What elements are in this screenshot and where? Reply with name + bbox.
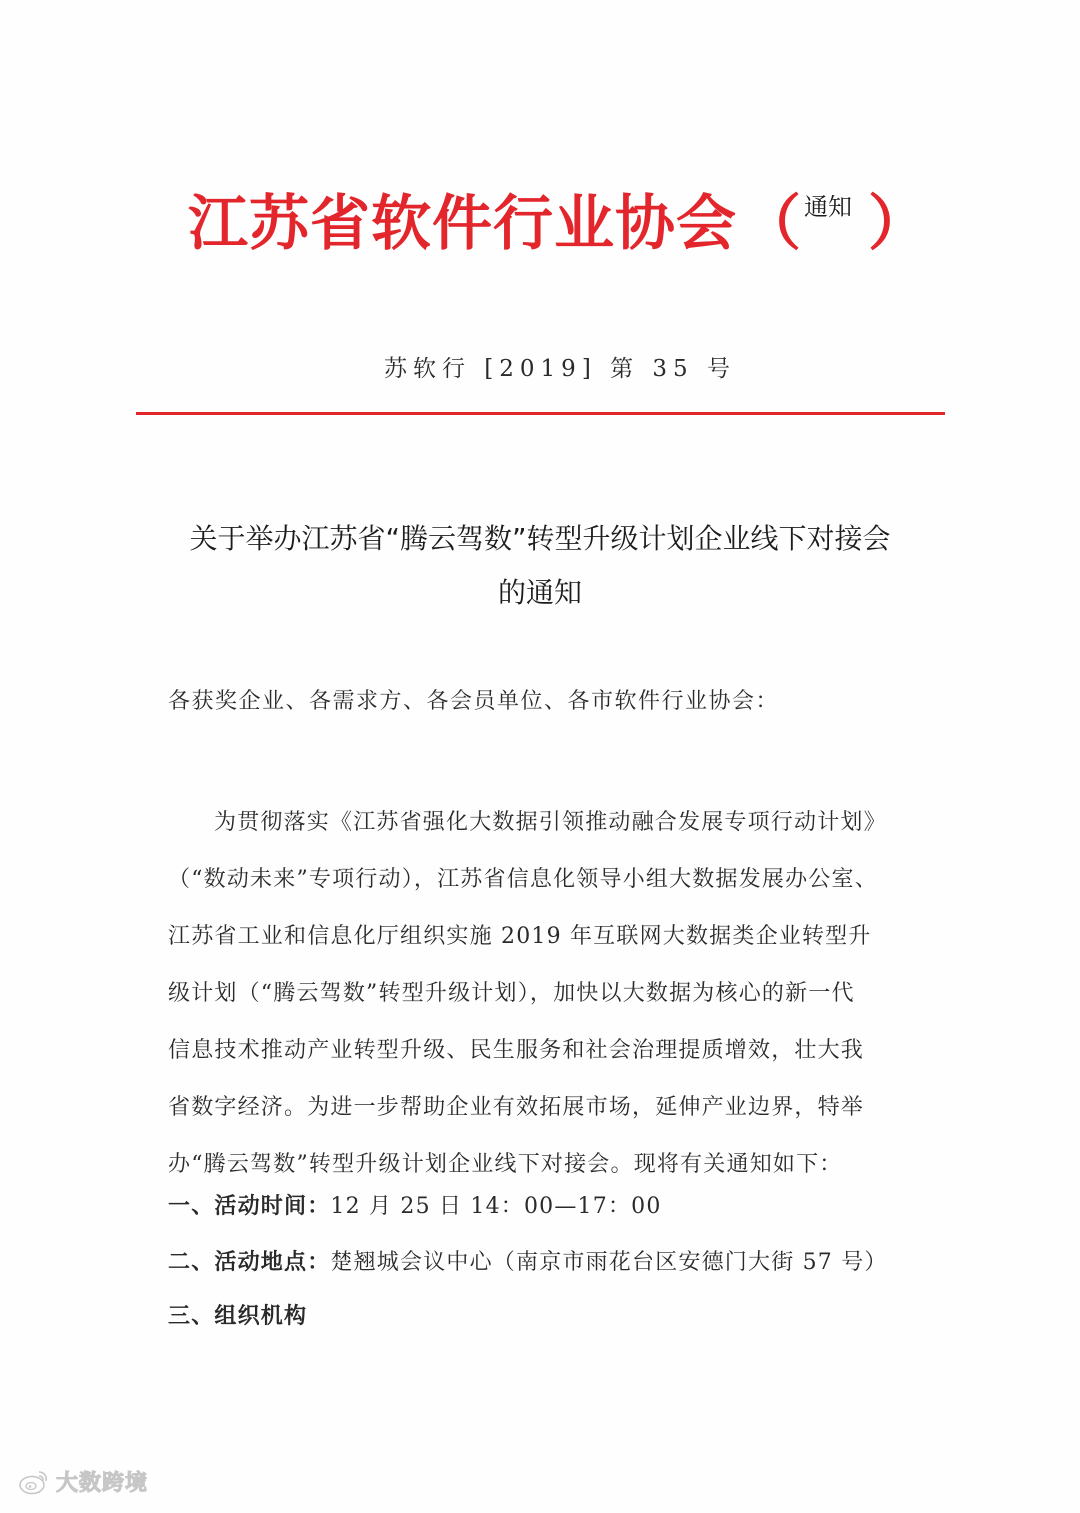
body-paragraph: [168, 794, 916, 1193]
section-label: 二、活动地点：: [168, 1249, 331, 1275]
letterhead-paren-close: ）: [868, 189, 929, 259]
section-organizers: [168, 1298, 307, 1335]
weibo-logo-icon: [18, 1468, 50, 1496]
organization-name: 江苏省软件行业协会: [188, 189, 737, 259]
red-divider-line: [136, 412, 945, 415]
body-line: 级计划（“腾云驾数”转型升级计划），加快以大数据为核心的新一代: [168, 981, 855, 1006]
letterhead-paren-open: （: [741, 189, 802, 259]
section-activity-location: [168, 1244, 888, 1281]
document-title: [140, 512, 940, 620]
document-number: 苏软行 [2019] 第 35 号: [384, 356, 736, 382]
body-line: 办“腾云驾数”转型升级计划企业线下对接会。现将有关通知如下：: [168, 1152, 843, 1177]
section-label: 三、组织机构: [168, 1303, 308, 1329]
letterhead-document-type: 通知: [804, 193, 852, 221]
title-line-1: 关于举办江苏省“腾云驾数”转型升级计划企业线下对接会: [189, 522, 891, 555]
body-line: 信息技术推动产业转型升级、民生服务和社会治理提质增效，壮大我: [168, 1038, 865, 1063]
body-line: 江苏省工业和信息化厅组织实施 2019 年互联网大数据类企业转型升: [168, 924, 872, 949]
body-line: 为贯彻落实《江苏省强化大数据引领推动融合发展专项行动计划》: [214, 810, 887, 835]
section-activity-time: [168, 1188, 662, 1225]
body-line: （“数动未来”专项行动），江苏省信息化领导小组大数据发展办公室、: [168, 867, 878, 892]
section-value: 楚翘城会议中心（南京市雨花台区安德门大街 57 号）: [330, 1250, 888, 1275]
title-line-2: 的通知: [497, 576, 582, 609]
watermark: [18, 1466, 148, 1497]
section-label: 一、活动时间：: [168, 1193, 331, 1219]
body-line: 省数字经济。为进一步帮助企业有效拓展市场，延伸产业边界，特举: [168, 1095, 865, 1120]
watermark-text: 大数跨境: [56, 1471, 149, 1496]
salutation: 各获奖企业、各需求方、各会员单位、各市软件行业协会：: [168, 689, 780, 714]
section-value: 12 月 25 日 14：00—17：00: [330, 1194, 662, 1219]
